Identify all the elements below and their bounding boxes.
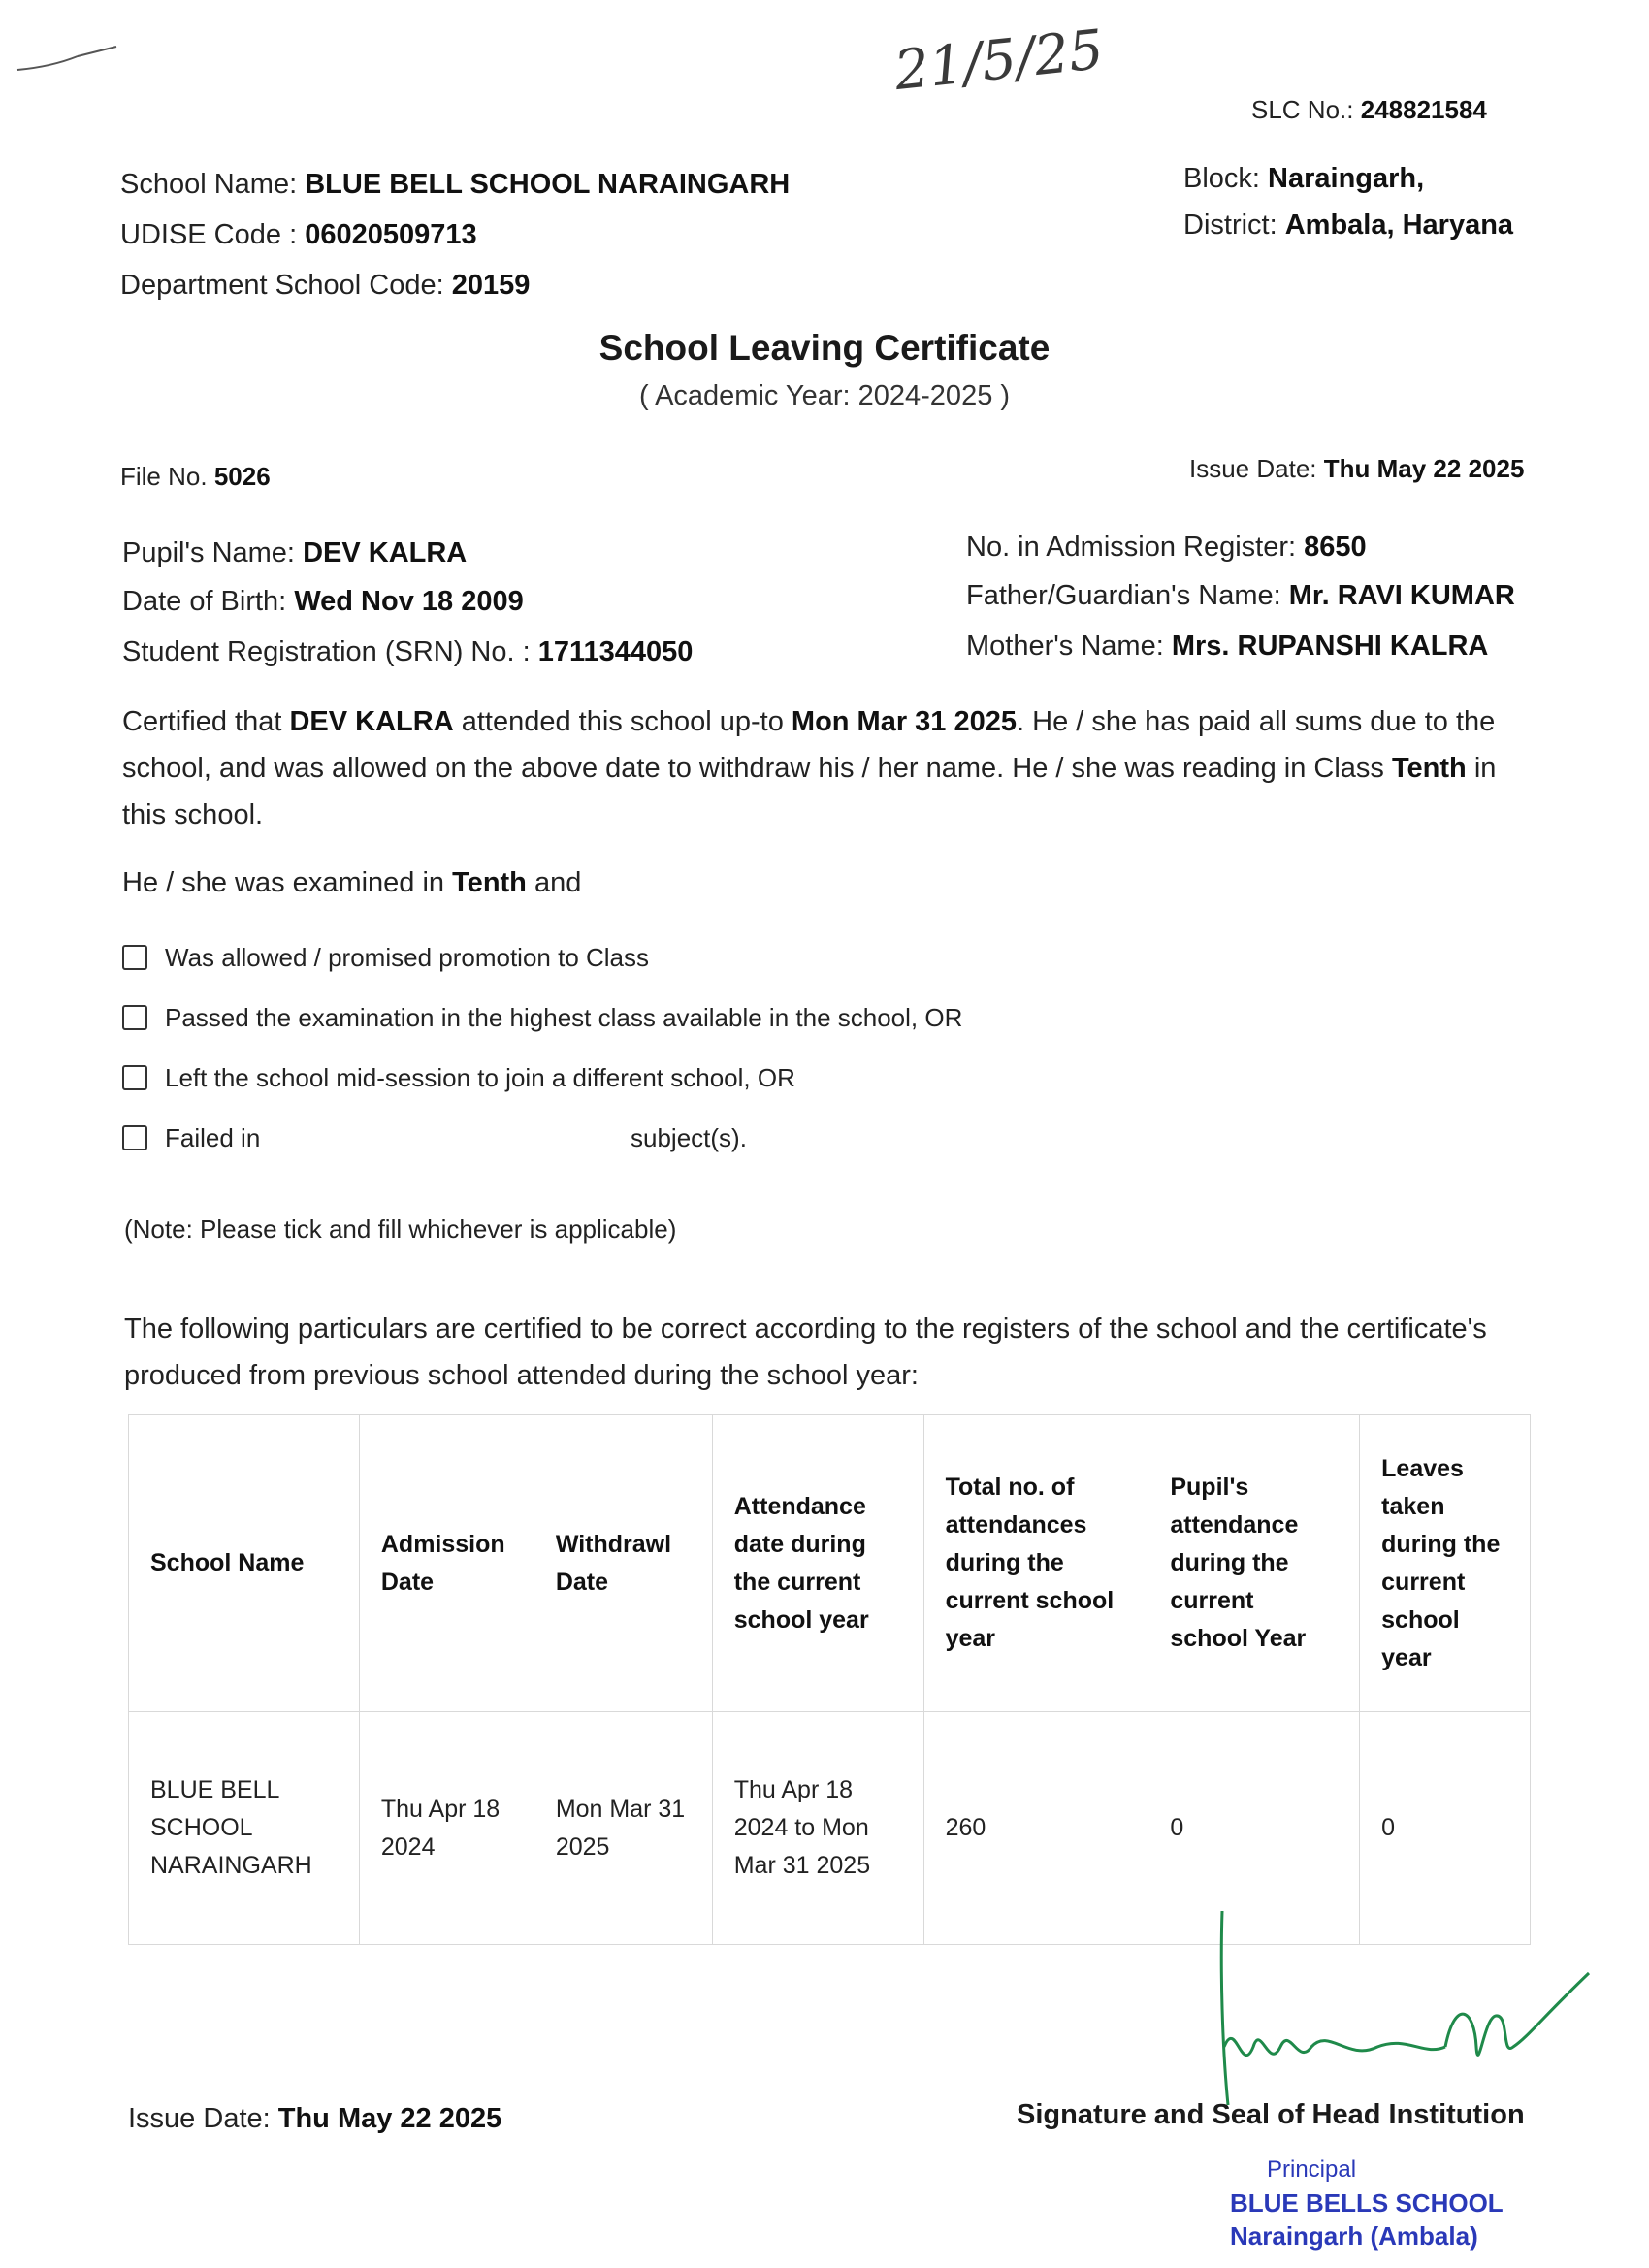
block: Block: Naraingarh, xyxy=(1183,163,1425,194)
option-label: Passed the examination in the highest class available in the school, OR xyxy=(165,1002,963,1032)
pupil-name: Pupil's Name: DEV KALRA xyxy=(122,537,468,568)
stamp-line: Naraingarh (Ambala) xyxy=(1230,2221,1478,2251)
file-number: File No. 5026 xyxy=(120,462,271,491)
issue-date-top: Issue Date: Thu May 22 2025 xyxy=(1189,454,1525,483)
left-school-checkbox[interactable] xyxy=(122,1065,147,1090)
table-cell: BLUE BELL SCHOOL NARAINGARH xyxy=(129,1712,360,1945)
stamp-line: Principal xyxy=(1267,2156,1357,2183)
option-failed[interactable] xyxy=(122,1121,260,1154)
column-header: Attendance date during the current school year xyxy=(712,1415,923,1712)
column-header: Pupil's attendance during the current school Year xyxy=(1148,1415,1360,1712)
slc-number: SLC No.: 248821584 xyxy=(1251,95,1487,124)
column-header: Withdrawl Date xyxy=(534,1415,712,1712)
district: District: Ambala, Haryana xyxy=(1183,210,1514,241)
table-cell: Thu Apr 18 2024 to Mon Mar 31 2025 xyxy=(712,1712,923,1945)
academic-year: ( Academic Year: 2024-2025 ) xyxy=(638,380,1011,411)
examined-line: He / she was examined in Tenth and xyxy=(122,867,582,898)
table-cell: 0 xyxy=(1148,1712,1360,1945)
srn-number: Student Registration (SRN) No. : 1711344050 xyxy=(122,636,694,667)
note: (Note: Please tick and fill whichever is applicable) xyxy=(124,1215,677,1244)
handwritten-signature xyxy=(1193,1901,1600,2124)
issue-date-bottom: Issue Date: Thu May 22 2025 xyxy=(128,2103,502,2134)
page-title: School Leaving Certificate xyxy=(598,328,1051,368)
handwritten-date: 21/5/25 xyxy=(891,17,1107,104)
option-label: Left the school mid-session to join a different school, OR xyxy=(165,1062,795,1092)
column-header: School Name xyxy=(129,1415,360,1712)
option-passed-highest[interactable] xyxy=(122,1001,962,1034)
udise-code: UDISE Code : 06020509713 xyxy=(120,219,477,250)
passed-checkbox[interactable] xyxy=(122,1005,147,1030)
option-promotion[interactable] xyxy=(122,941,649,974)
promotion-checkbox[interactable] xyxy=(122,945,147,970)
date-of-birth: Date of Birth: Wed Nov 18 2009 xyxy=(122,586,524,617)
signature-label: Signature and Seal of Head Institution xyxy=(1017,2099,1525,2130)
table-cell: Mon Mar 31 2025 xyxy=(534,1712,712,1945)
certification-paragraph: Certified that DEV KALRA attended this school up-to Mon Mar 31 2025. He / she has paid all sums due to the school, and was allowed on the above date to withdraw his / her name. He / she was reading in Class Tenth in this school. xyxy=(122,706,1497,830)
table-header-row xyxy=(129,1415,1531,1712)
tick-mark-icon xyxy=(10,39,126,87)
column-header: Admission Date xyxy=(359,1415,534,1712)
school-name: School Name: BLUE BELL SCHOOL NARAINGARH xyxy=(120,169,791,200)
table-cell: Thu Apr 18 2024 xyxy=(359,1712,534,1945)
particulars-table xyxy=(128,1414,1531,1945)
option-label: Was allowed / promised promotion to Class xyxy=(165,942,650,972)
department-school-code: Department School Code: 20159 xyxy=(120,270,531,301)
option-label: Failed in xyxy=(165,1122,261,1152)
failed-checkbox[interactable] xyxy=(122,1125,147,1150)
admission-register-number: No. in Admission Register: 8650 xyxy=(966,532,1367,563)
particulars-paragraph: The following particulars are certified to be correct according to the registers of the school and the certificate's produced from previous school attended during the school year: xyxy=(124,1313,1487,1391)
column-header: Total no. of attendances during the current school year xyxy=(923,1415,1148,1712)
table-cell: 0 xyxy=(1360,1712,1531,1945)
principal-stamp xyxy=(1230,2154,1504,2252)
subjects-label: subject(s). xyxy=(630,1123,747,1152)
table-cell: 260 xyxy=(923,1712,1148,1945)
option-left-mid-session[interactable] xyxy=(122,1061,795,1094)
mother-name: Mother's Name: Mrs. RUPANSHI KALRA xyxy=(966,631,1489,662)
father-name: Father/Guardian's Name: Mr. RAVI KUMAR xyxy=(966,580,1515,611)
stamp-line: BLUE BELLS SCHOOL xyxy=(1230,2188,1504,2218)
column-header: Leaves taken during the current school year xyxy=(1360,1415,1531,1712)
